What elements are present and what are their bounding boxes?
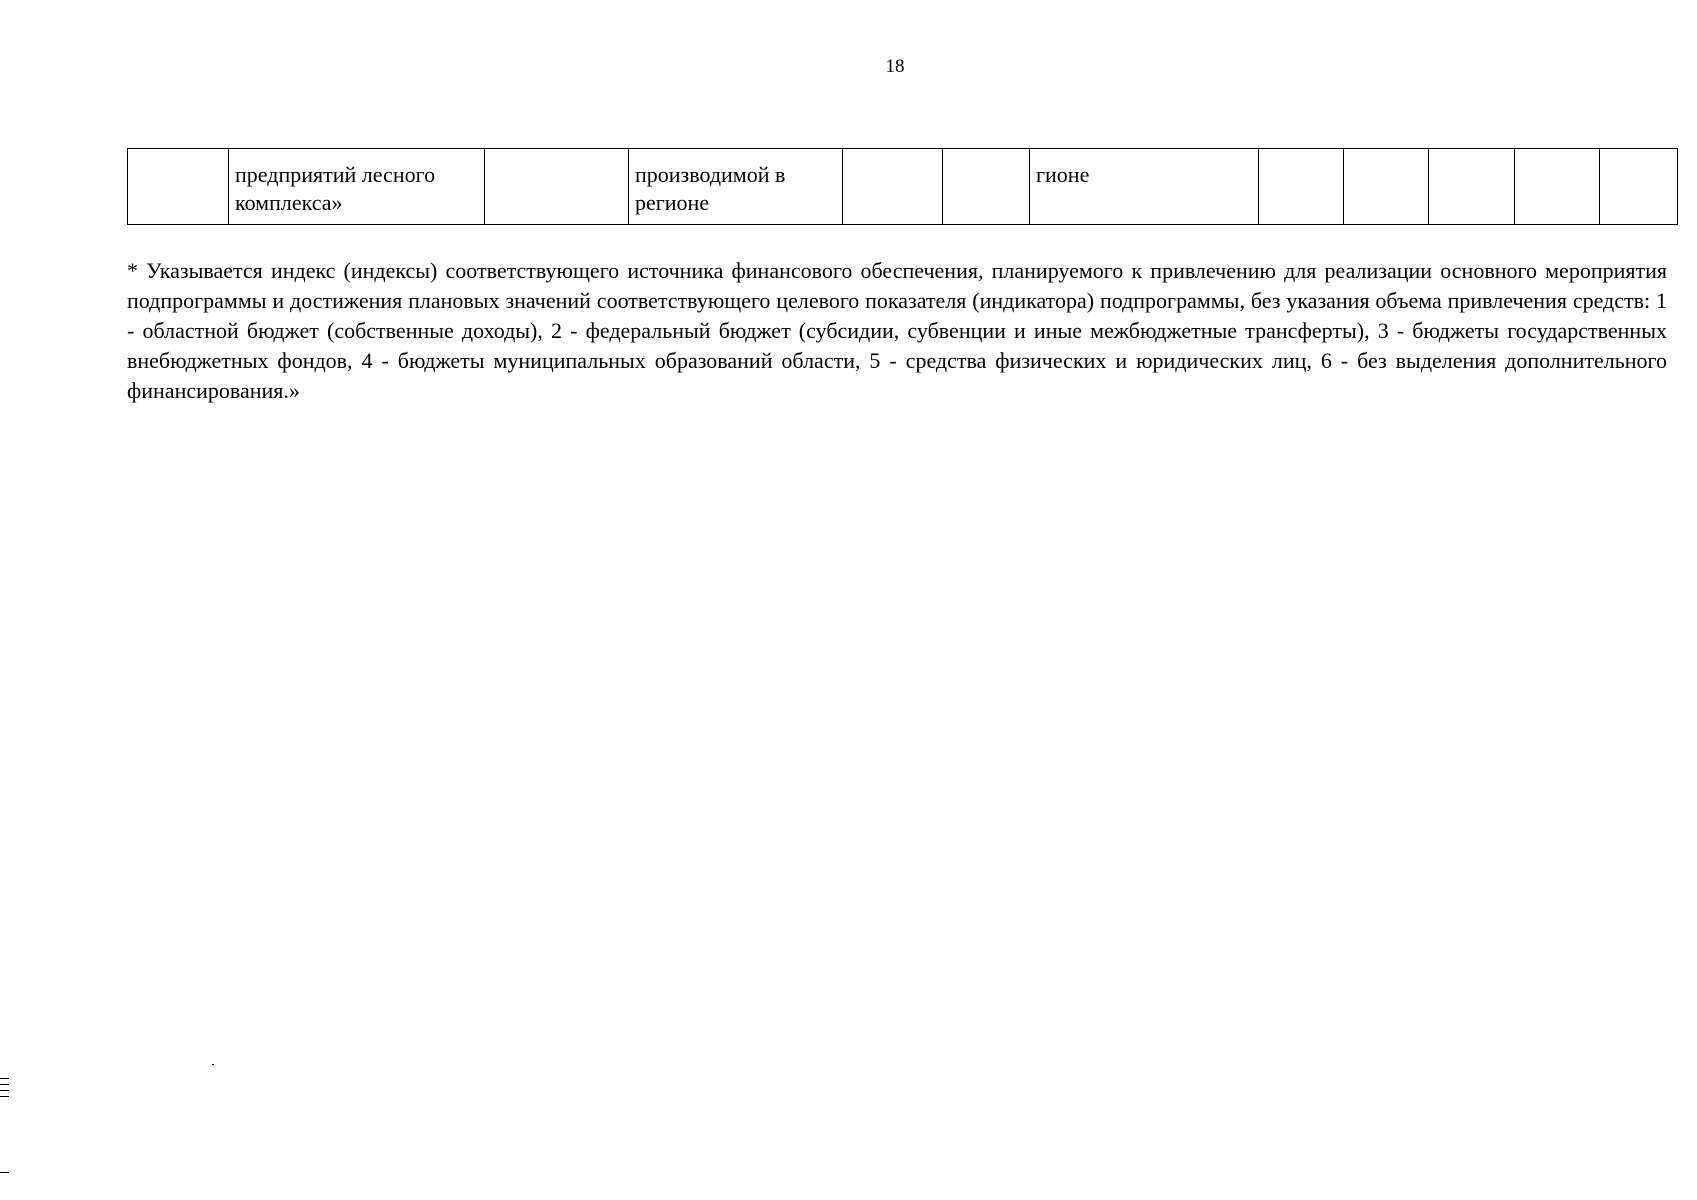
footnote: * Указывается индекс (индексы) соответствующего источника финансового обеспечения, планируемого к привлечению для реализации основного мероприятия подпрограммы и достижения плановых значений соответствующего целевого показателя (индикатора) подпрограммы, без указания объема привлечения средств: 1 - областной бюджет (собственные доходы), 2 - федеральный бюджет (субсидии, субвенции и иные межбюджетные трансферты), 3 - бюджеты государственных внебюджетных фондов, 4 - бюджеты муниципальных образований области, 5 - средства физических и юридических лиц, 6 - без выделения дополнительного финансирования.» xyxy=(127,258,1667,403)
scan-artifact xyxy=(212,1064,214,1065)
table-cell: производимой в регионе xyxy=(629,149,843,225)
table-cell xyxy=(943,149,1030,225)
program-table xyxy=(127,148,1678,225)
table-cell: гионе xyxy=(1030,149,1259,225)
table-cell: предприятий лесного комплекса» xyxy=(229,149,485,225)
table-cell xyxy=(1259,149,1344,225)
table-cell xyxy=(843,149,943,225)
table-cell xyxy=(1429,149,1515,225)
scan-artifact xyxy=(0,1084,9,1085)
table-row xyxy=(128,149,1678,225)
table-cell xyxy=(1344,149,1429,225)
table-cell xyxy=(1600,149,1678,225)
scan-artifact xyxy=(0,1090,9,1091)
scan-artifact xyxy=(0,1078,9,1079)
scan-artifact xyxy=(0,1172,9,1173)
table-cell xyxy=(1515,149,1600,225)
scan-artifact xyxy=(0,1096,9,1097)
table-cell xyxy=(128,149,229,225)
table-cell xyxy=(485,149,629,225)
page-number: 18 xyxy=(885,56,905,77)
